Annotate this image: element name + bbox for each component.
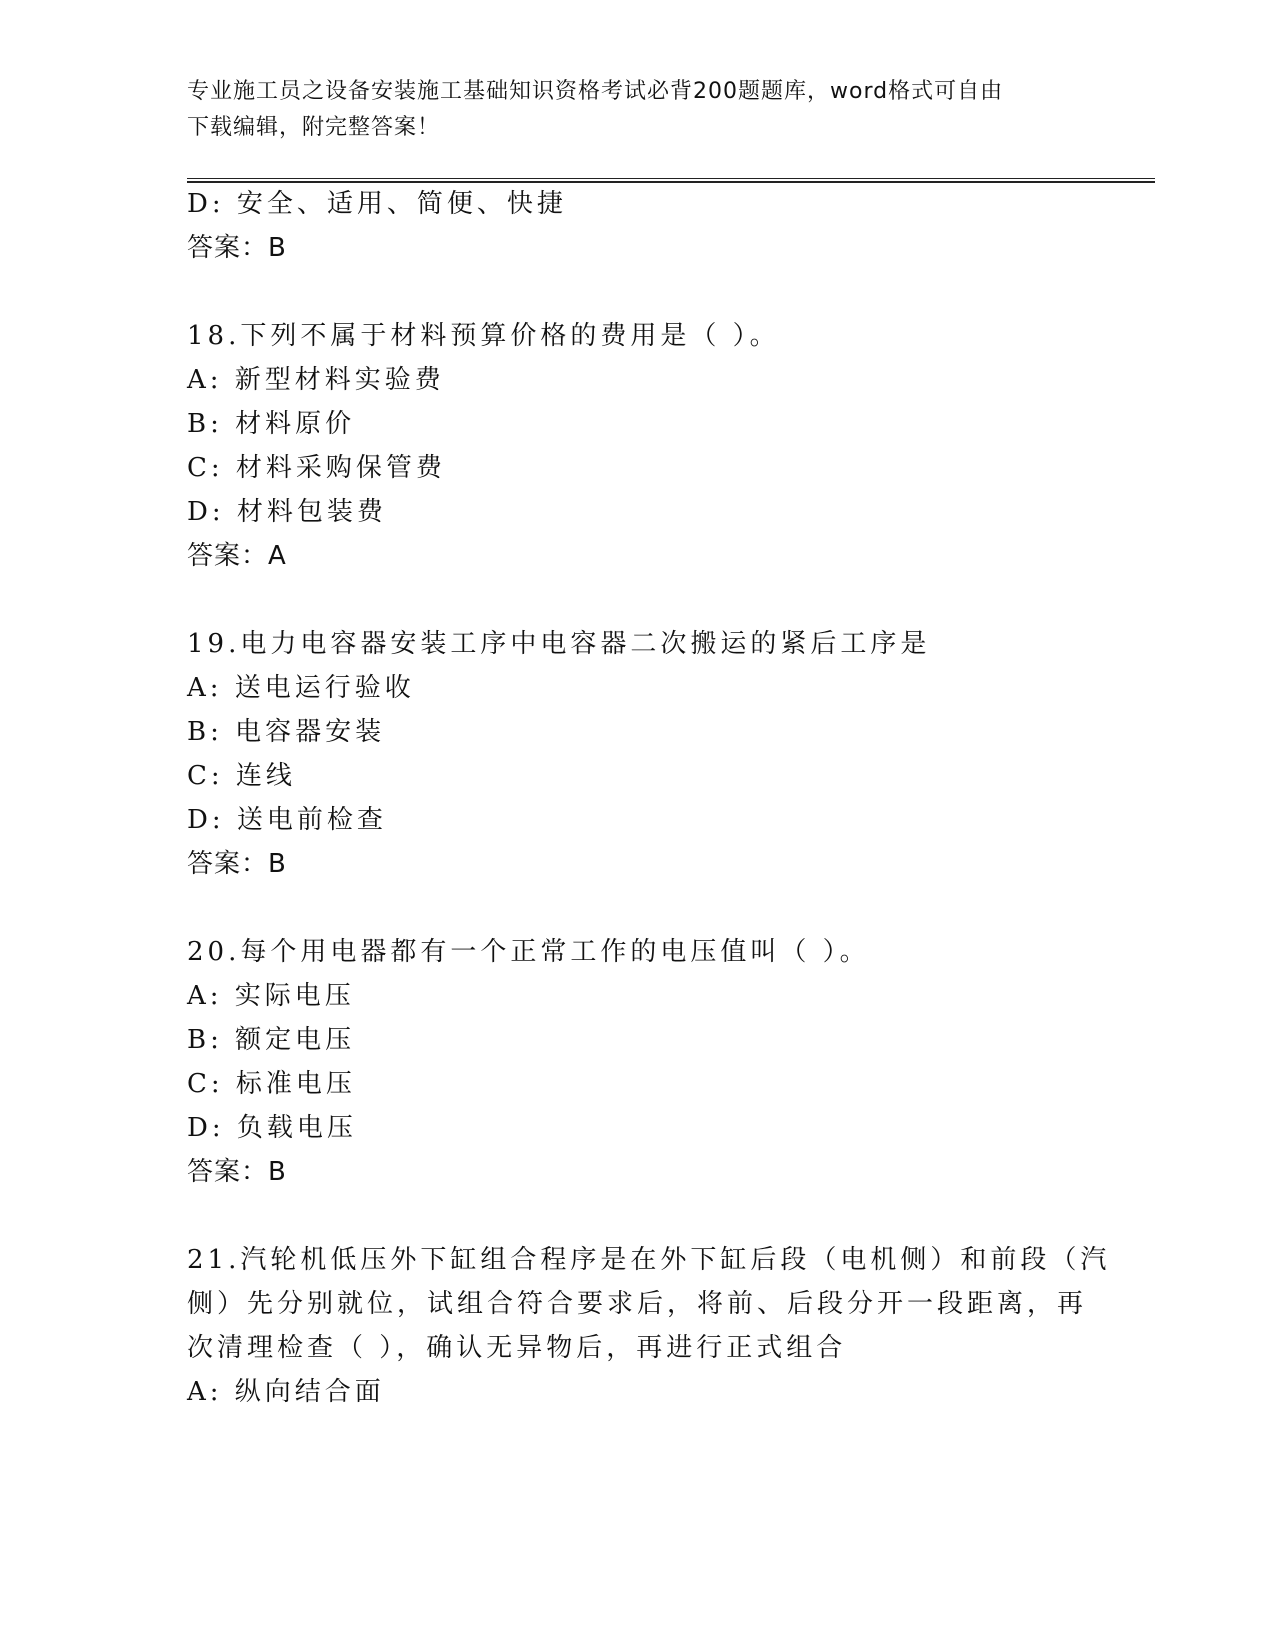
q20-option-b: B: 额定电压 xyxy=(187,1025,356,1055)
q21-stem-line-1: 21.汽轮机低压外下缸组合程序是在外下缸后段（电机侧）和前段（汽 xyxy=(187,1245,1111,1275)
q17-answer: 答案：B xyxy=(187,233,287,263)
q18-stem: 18.下列不属于材料预算价格的费用是（ ）。 xyxy=(187,321,780,351)
q20-option-d: D: 负载电压 xyxy=(187,1113,357,1143)
q20-option-a: A: 实际电压 xyxy=(187,981,355,1011)
header-divider xyxy=(187,178,1155,183)
q18-option-b: B: 材料原价 xyxy=(187,409,356,439)
q21-option-a: A: 纵向结合面 xyxy=(187,1377,385,1407)
q19-answer: 答案：B xyxy=(187,849,287,879)
q19-option-d: D: 送电前检查 xyxy=(187,805,387,835)
q20-answer: 答案：B xyxy=(187,1157,287,1187)
q20-option-c: C: 标准电压 xyxy=(187,1069,356,1099)
q21-stem-line-3: 次清理检查（ ），确认无异物后，再进行正式组合 xyxy=(187,1333,847,1363)
q19-option-c: C: 连线 xyxy=(187,761,296,791)
header-line-1: 专业施工员之设备安装施工基础知识资格考试必背200题题库，word格式可自由 xyxy=(187,79,1004,104)
q18-answer: 答案：A xyxy=(187,541,287,571)
q21-stem-line-2: 侧）先分别就位，试组合符合要求后，将前、后段分开一段距离，再 xyxy=(187,1289,1088,1319)
document-header xyxy=(187,74,1087,146)
q19-option-b: B: 电容器安装 xyxy=(187,717,386,747)
header-line-2: 下载编辑，附完整答案！ xyxy=(187,115,441,140)
q17-option-d: D: 安全、适用、简便、快捷 xyxy=(187,189,567,219)
q20-stem: 20.每个用电器都有一个正常工作的电压值叫（ ）。 xyxy=(187,937,870,967)
q19-stem: 19.电力电容器安装工序中电容器二次搬运的紧后工序是 xyxy=(187,629,931,659)
q19-option-a: A: 送电运行验收 xyxy=(187,673,415,703)
q18-option-c: C: 材料采购保管费 xyxy=(187,453,446,483)
q18-option-d: D: 材料包装费 xyxy=(187,497,387,527)
q18-option-a: A: 新型材料实验费 xyxy=(187,365,445,395)
